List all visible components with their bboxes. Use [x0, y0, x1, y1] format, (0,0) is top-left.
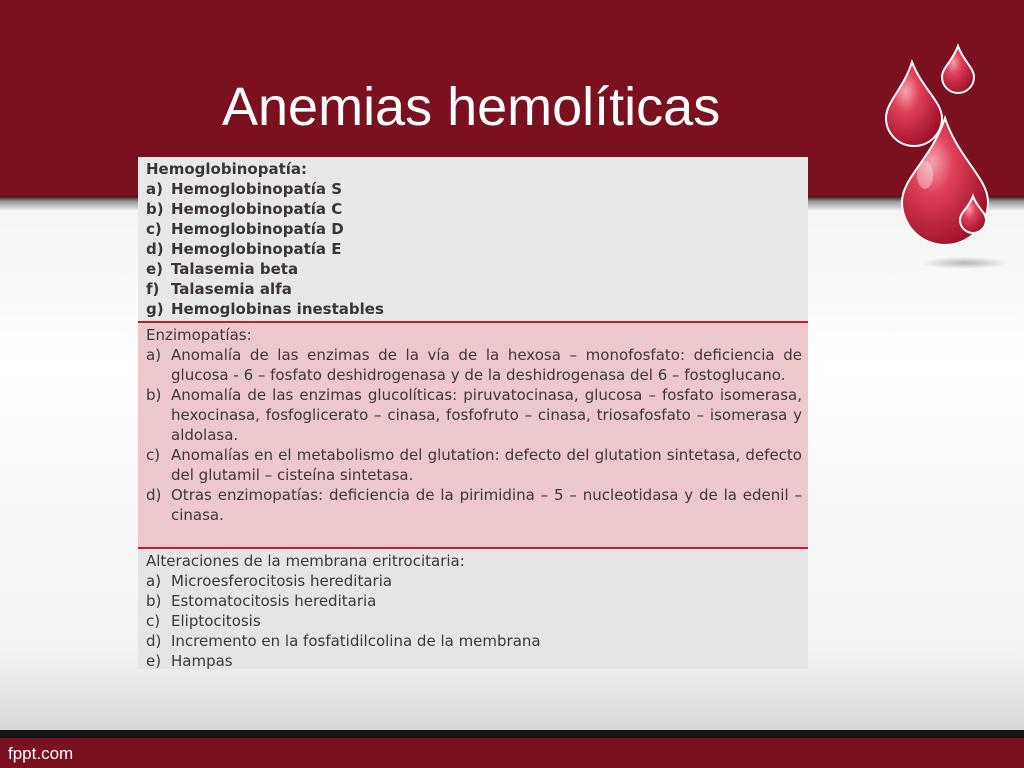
footer-brand: fppt.com	[8, 744, 74, 763]
footer-band	[0, 738, 1024, 768]
list-item: e) Talasemia beta	[146, 260, 299, 278]
section-heading: Alteraciones de la membrana eritrocitaria:	[146, 552, 465, 570]
footer-divider	[0, 730, 1024, 738]
slide-title: Anemias hemolíticas	[222, 77, 721, 137]
hemoglobinopathy-section	[138, 157, 808, 323]
list-item: b) Hemoglobinopatía C	[146, 200, 343, 218]
list-item: b) Anomalía de las enzimas glucolíticas: piruvatocinasa, glucosa – fosfato isomerasa, hexocinasa, fosfoglicerato – cinasa, fosfofruto – cinasa, triosafosfato – isomerasa y aldolasa.	[146, 386, 802, 444]
list-item: g) Hemoglobinas inestables	[146, 300, 384, 318]
content-panel	[138, 157, 808, 669]
section-heading: Enzimopatías:	[146, 326, 252, 344]
membrane-section	[138, 549, 808, 669]
list-item: a) Microesferocitosis hereditaria	[146, 572, 393, 590]
list-item: c) Anomalías en el metabolismo del glutation: defecto del glutation sintetasa, defecto del glutamil – cisteína sintetasa.	[146, 446, 802, 484]
list-item: d) Hemoglobinopatía E	[146, 240, 342, 258]
list-item: c) Hemoglobinopatía D	[146, 220, 344, 238]
list-item: d) Otras enzimopatías: deficiencia de la pirimidina – 5 – nucleotidasa y de la edenil – cinasa.	[146, 486, 802, 524]
section-heading: Hemoglobinopatía:	[146, 160, 308, 178]
enzymopathy-section	[138, 323, 808, 549]
list-item: f) Talasemia alfa	[146, 280, 292, 298]
blood-drops-icon	[870, 40, 1010, 280]
list-item: c) Eliptocitosis	[146, 612, 261, 630]
list-item: e) Hampas	[146, 652, 233, 669]
list-item: d) Incremento en la fosfatidilcolina de la membrana	[146, 632, 541, 650]
list-item: b) Estomatocitosis hereditaria	[146, 592, 377, 610]
list-item: a) Anomalía de las enzimas de la vía de la hexosa – monofosfato: deficiencia de glucosa - 6 – fosfato deshidrogenasa y de la deshidrogenasa del 6 – fostoglucano.	[146, 346, 802, 384]
list-item: a) Hemoglobinopatía S	[146, 180, 343, 198]
